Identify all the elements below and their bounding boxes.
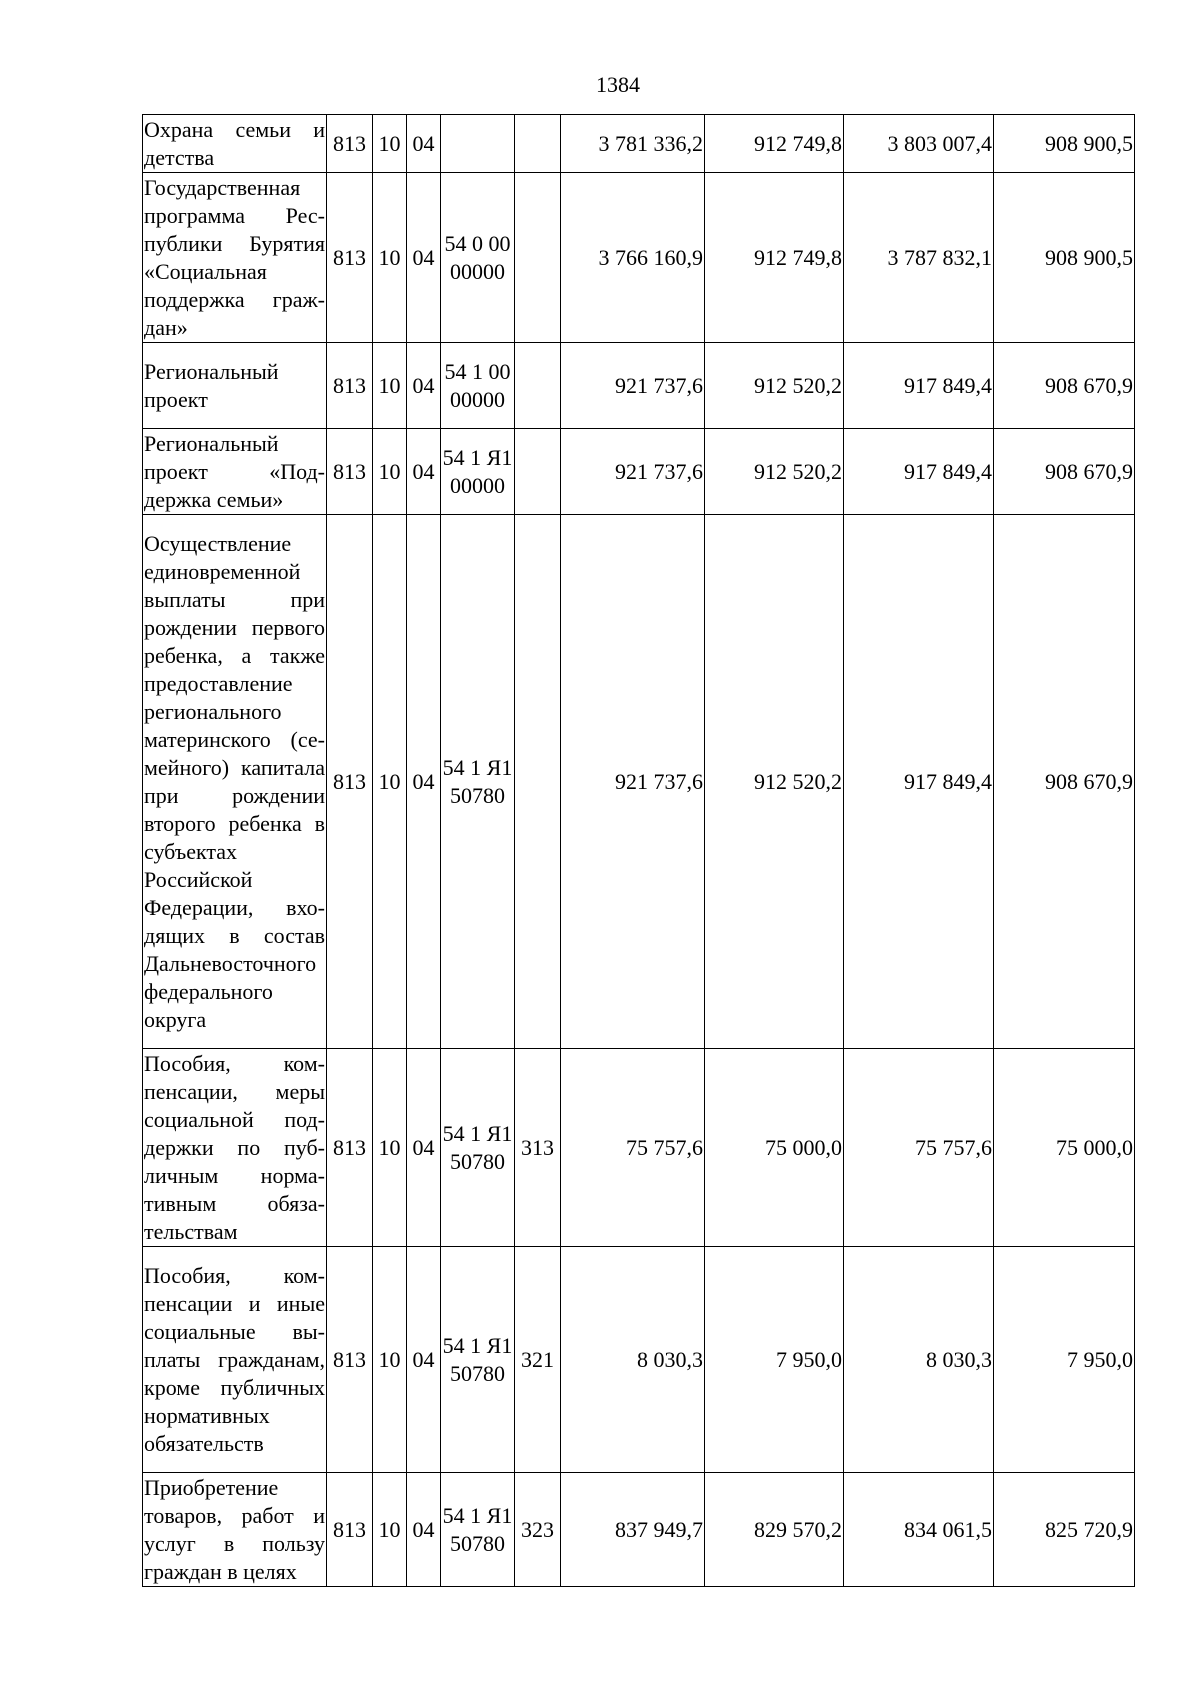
amount-3: 917 849,4 xyxy=(844,343,994,429)
subsection-code: 04 xyxy=(407,115,441,173)
amount-3: 834 061,5 xyxy=(844,1473,994,1587)
row-name: Пособия, компенсации и иные социальные выплаты гражданам, кроме публичных нормативных обязательств xyxy=(143,1247,327,1473)
table-row xyxy=(143,1049,1135,1247)
amount-4: 908 670,9 xyxy=(994,515,1135,1049)
subsection-code: 04 xyxy=(407,1247,441,1473)
row-name: Пособия, компенсации, меры социальной поддержки по публичным нормативным обязательствам xyxy=(143,1049,327,1247)
section-code: 10 xyxy=(373,1049,407,1247)
amount-4: 7 950,0 xyxy=(994,1247,1135,1473)
subsection-code: 04 xyxy=(407,429,441,515)
amount-3: 917 849,4 xyxy=(844,515,994,1049)
amount-2: 912 520,2 xyxy=(705,429,844,515)
amount-4: 908 670,9 xyxy=(994,429,1135,515)
ved-code: 813 xyxy=(327,343,373,429)
ved-code: 813 xyxy=(327,515,373,1049)
amount-1: 8 030,3 xyxy=(561,1247,705,1473)
amount-1: 837 949,7 xyxy=(561,1473,705,1587)
amount-3: 3 803 007,4 xyxy=(844,115,994,173)
row-name: Осуществление единовременной выплаты при рождении первого ребенка, а также предоставление регионального материнского (семейного) капитала при рождении второго ребенка в субъектах Российской Федерации, входящих в состав Дальневосточного федерального округа xyxy=(143,515,327,1049)
target-article-code: 54 0 00 00000 xyxy=(441,173,515,343)
subsection-code: 04 xyxy=(407,1473,441,1587)
section-code: 10 xyxy=(373,1473,407,1587)
expense-type-code xyxy=(515,429,561,515)
target-article-code: 54 1 Я1 50780 xyxy=(441,1473,515,1587)
expense-type-code: 323 xyxy=(515,1473,561,1587)
subsection-code: 04 xyxy=(407,173,441,343)
amount-1: 921 737,6 xyxy=(561,429,705,515)
table-row xyxy=(143,515,1135,1049)
section-code: 10 xyxy=(373,343,407,429)
target-article-code: 54 1 Я1 50780 xyxy=(441,1049,515,1247)
ved-code: 813 xyxy=(327,115,373,173)
amount-1: 3 781 336,2 xyxy=(561,115,705,173)
section-code: 10 xyxy=(373,173,407,343)
table-row xyxy=(143,343,1135,429)
ved-code: 813 xyxy=(327,173,373,343)
expense-type-code: 313 xyxy=(515,1049,561,1247)
section-code: 10 xyxy=(373,429,407,515)
expense-type-code xyxy=(515,343,561,429)
amount-3: 917 849,4 xyxy=(844,429,994,515)
target-article-code xyxy=(441,115,515,173)
amount-4: 908 900,5 xyxy=(994,115,1135,173)
target-article-code: 54 1 Я1 50780 xyxy=(441,1247,515,1473)
expense-type-code xyxy=(515,173,561,343)
row-name: Приобретение товаров, работ и услуг в пользу граждан в целях xyxy=(143,1473,327,1587)
ved-code: 813 xyxy=(327,1473,373,1587)
section-code: 10 xyxy=(373,1247,407,1473)
row-name: Охрана семьи и детства xyxy=(143,115,327,173)
expense-type-code: 321 xyxy=(515,1247,561,1473)
row-name: Региональный проект «Поддержка семьи» xyxy=(143,429,327,515)
amount-1: 3 766 160,9 xyxy=(561,173,705,343)
section-code: 10 xyxy=(373,115,407,173)
subsection-code: 04 xyxy=(407,343,441,429)
row-name: Государственная программа Республики Бурятия «Социальная поддержка граждан» xyxy=(143,173,327,343)
budget-table xyxy=(142,114,1135,1587)
target-article-code: 54 1 Я1 50780 xyxy=(441,515,515,1049)
target-article-code: 54 1 00 00000 xyxy=(441,343,515,429)
amount-2: 75 000,0 xyxy=(705,1049,844,1247)
expense-type-code xyxy=(515,115,561,173)
amount-2: 912 749,8 xyxy=(705,173,844,343)
target-article-code: 54 1 Я1 00000 xyxy=(441,429,515,515)
amount-4: 825 720,9 xyxy=(994,1473,1135,1587)
table-row xyxy=(143,115,1135,173)
amount-1: 921 737,6 xyxy=(561,515,705,1049)
row-name: Региональный проект xyxy=(143,343,327,429)
page-number: 1384 xyxy=(596,72,640,97)
amount-4: 908 670,9 xyxy=(994,343,1135,429)
amount-2: 912 749,8 xyxy=(705,115,844,173)
amount-2: 829 570,2 xyxy=(705,1473,844,1587)
amount-4: 75 000,0 xyxy=(994,1049,1135,1247)
amount-2: 7 950,0 xyxy=(705,1247,844,1473)
amount-3: 75 757,6 xyxy=(844,1049,994,1247)
section-code: 10 xyxy=(373,515,407,1049)
amount-2: 912 520,2 xyxy=(705,343,844,429)
table-row xyxy=(143,429,1135,515)
table-row xyxy=(143,173,1135,343)
expense-type-code xyxy=(515,515,561,1049)
ved-code: 813 xyxy=(327,1049,373,1247)
subsection-code: 04 xyxy=(407,515,441,1049)
table-row xyxy=(143,1247,1135,1473)
amount-2: 912 520,2 xyxy=(705,515,844,1049)
amount-3: 3 787 832,1 xyxy=(844,173,994,343)
amount-1: 75 757,6 xyxy=(561,1049,705,1247)
amount-3: 8 030,3 xyxy=(844,1247,994,1473)
subsection-code: 04 xyxy=(407,1049,441,1247)
amount-4: 908 900,5 xyxy=(994,173,1135,343)
table-row xyxy=(143,1473,1135,1587)
ved-code: 813 xyxy=(327,1247,373,1473)
amount-1: 921 737,6 xyxy=(561,343,705,429)
ved-code: 813 xyxy=(327,429,373,515)
